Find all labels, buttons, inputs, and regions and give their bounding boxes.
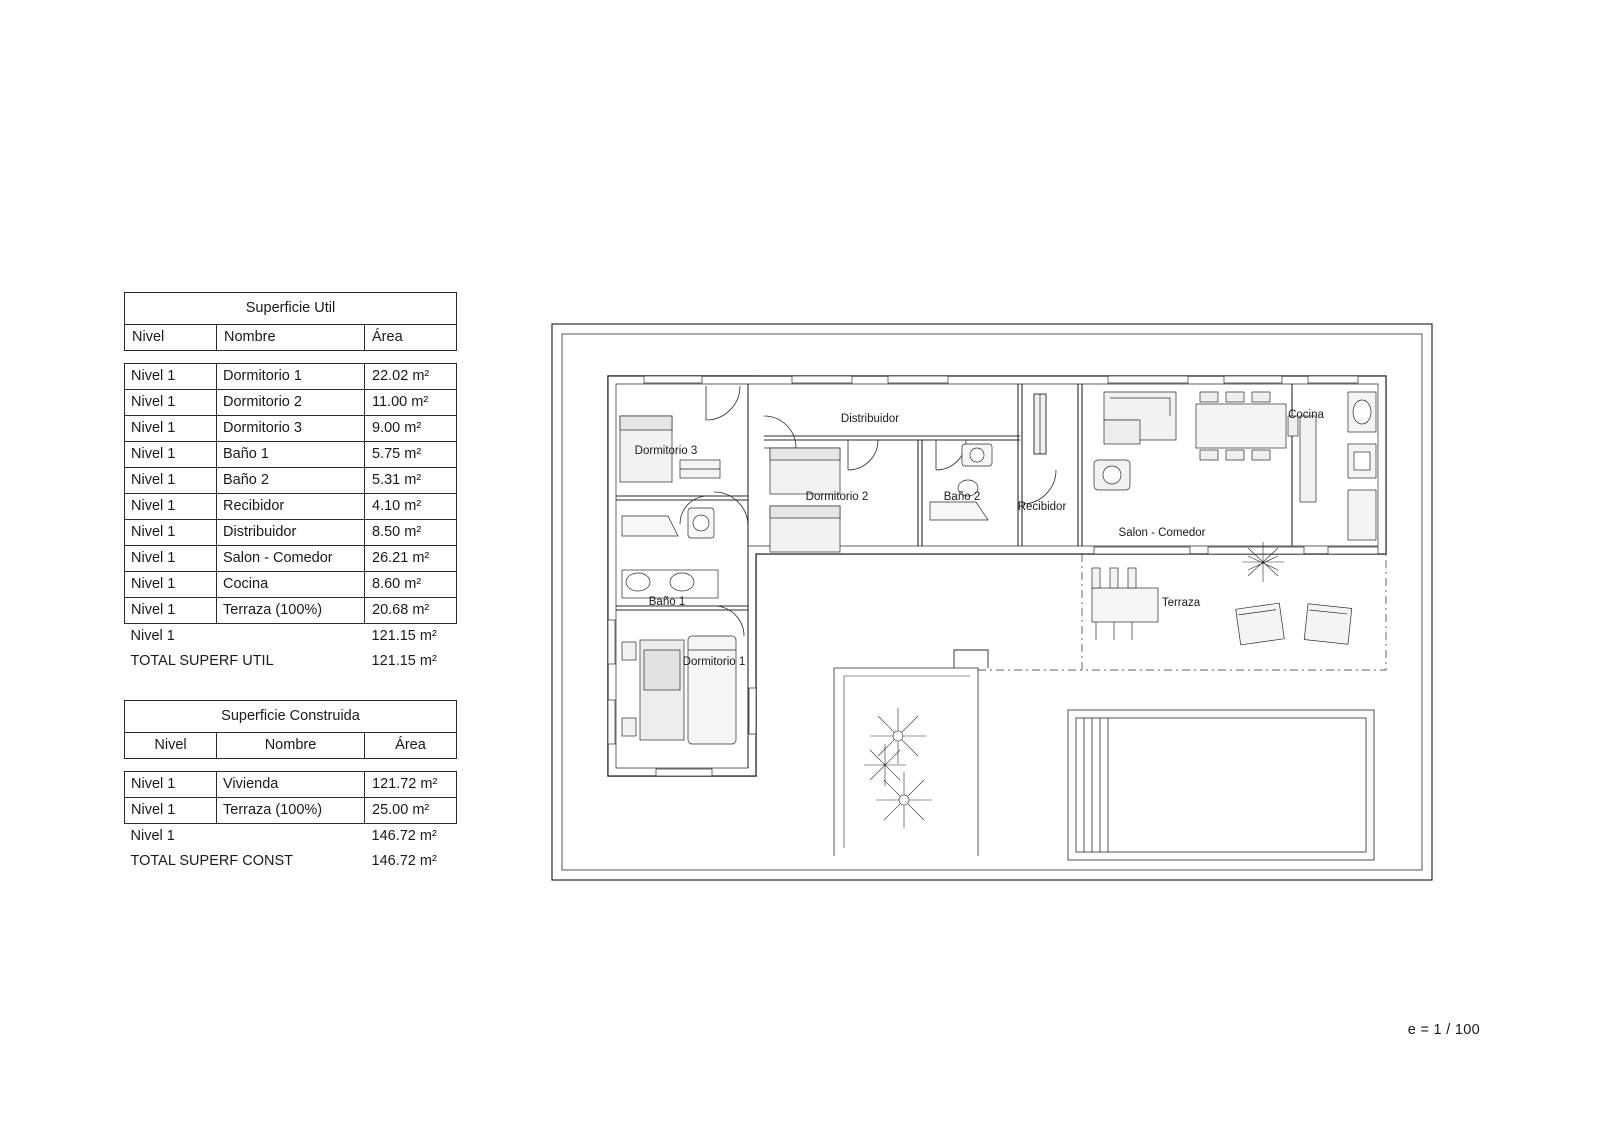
cell-nivel: Nivel 1 — [125, 364, 217, 390]
cell-area: 121.72 m² — [365, 772, 457, 798]
table-header-row — [125, 733, 457, 759]
room-label: Baño 2 — [943, 491, 981, 503]
cell-nombre: Dormitorio 3 — [217, 416, 365, 442]
total-row — [125, 849, 457, 874]
table-row — [125, 772, 457, 798]
cell-nombre: Cocina — [217, 572, 365, 598]
cell-nombre: Terraza (100%) — [217, 798, 365, 824]
column-header-nivel: Nivel — [125, 733, 217, 759]
pool — [1068, 710, 1374, 860]
scale-note: e = 1 / 100 — [1407, 1022, 1480, 1038]
table-row — [125, 572, 457, 598]
table-title-row — [125, 701, 457, 733]
subtotal-nivel: Nivel 1 — [125, 824, 217, 850]
cell-nivel: Nivel 1 — [125, 772, 217, 798]
room-label: Terraza — [1161, 597, 1201, 609]
room-label: Recibidor — [1017, 501, 1067, 513]
table-row — [125, 546, 457, 572]
cell-nivel: Nivel 1 — [125, 494, 217, 520]
cell-area: 5.75 m² — [365, 442, 457, 468]
floor-plan-drawing — [548, 320, 1448, 890]
cell-area: 9.00 m² — [365, 416, 457, 442]
cell-area: 25.00 m² — [365, 798, 457, 824]
cell-nivel: Nivel 1 — [125, 546, 217, 572]
cell-area: 22.02 m² — [365, 364, 457, 390]
room-label: Salon - Comedor — [1118, 527, 1206, 539]
cell-nivel: Nivel 1 — [125, 390, 217, 416]
table-spacer — [125, 351, 457, 364]
room-label: Cocina — [1288, 409, 1324, 421]
superficie-construida-table — [124, 700, 457, 874]
subtotal-row — [125, 624, 457, 650]
cell-nombre: Distribuidor — [217, 520, 365, 546]
cell-nivel: Nivel 1 — [125, 520, 217, 546]
total-label: TOTAL SUPERF UTIL — [125, 649, 365, 674]
superficie-util-table — [124, 292, 457, 674]
cell-area: 8.50 m² — [365, 520, 457, 546]
areas-table — [124, 292, 457, 674]
cell-area: 5.31 m² — [365, 468, 457, 494]
cell-nivel: Nivel 1 — [125, 598, 217, 624]
cell-nombre: Salon - Comedor — [217, 546, 365, 572]
garden-path-inner — [844, 676, 970, 848]
table-row — [125, 494, 457, 520]
cell-area: 4.10 m² — [365, 494, 457, 520]
cell-area: 26.21 m² — [365, 546, 457, 572]
cell-nivel: Nivel 1 — [125, 442, 217, 468]
column-header-nombre: Nombre — [217, 325, 365, 351]
subtotal-nivel: Nivel 1 — [125, 624, 217, 650]
cell-nombre: Vivienda — [217, 772, 365, 798]
subtotal-blank — [217, 824, 365, 850]
column-header-nombre: Nombre — [217, 733, 365, 759]
furniture-recibidor — [1034, 394, 1046, 454]
floor-plan — [548, 320, 1448, 890]
room-label: Baño 1 — [648, 596, 686, 608]
room-label: Dormitorio 3 — [634, 445, 698, 457]
garden-plants — [864, 708, 932, 828]
table-row — [125, 468, 457, 494]
table-title: Superficie Util — [125, 293, 457, 325]
cell-nombre: Dormitorio 2 — [217, 390, 365, 416]
cell-nivel: Nivel 1 — [125, 798, 217, 824]
cell-nivel: Nivel 1 — [125, 572, 217, 598]
total-label: TOTAL SUPERF CONST — [125, 849, 365, 874]
table-spacer — [125, 759, 457, 772]
room-label: Distribuidor — [840, 413, 900, 425]
room-label: Dormitorio 1 — [682, 656, 746, 668]
cell-nombre: Baño 1 — [217, 442, 365, 468]
total-row — [125, 649, 457, 674]
table-row — [125, 598, 457, 624]
total-area: 121.15 m² — [365, 649, 457, 674]
column-header-nivel: Nivel — [125, 325, 217, 351]
table-row — [125, 798, 457, 824]
cell-area: 11.00 m² — [365, 390, 457, 416]
subtotal-area: 146.72 m² — [365, 824, 457, 850]
cell-nombre: Baño 2 — [217, 468, 365, 494]
cell-nombre: Terraza (100%) — [217, 598, 365, 624]
cell-area: 20.68 m² — [365, 598, 457, 624]
table-title: Superficie Construida — [125, 701, 457, 733]
room-label: Dormitorio 2 — [805, 491, 869, 503]
column-header-area: Área — [365, 733, 457, 759]
cell-area: 8.60 m² — [365, 572, 457, 598]
cell-nombre: Recibidor — [217, 494, 365, 520]
table-header-row — [125, 325, 457, 351]
table-row — [125, 390, 457, 416]
table-title-row — [125, 293, 457, 325]
table-row — [125, 364, 457, 390]
table-row — [125, 442, 457, 468]
cell-nivel: Nivel 1 — [125, 416, 217, 442]
subtotal-blank — [217, 624, 365, 650]
cell-nombre: Dormitorio 1 — [217, 364, 365, 390]
cell-nivel: Nivel 1 — [125, 468, 217, 494]
table-row — [125, 520, 457, 546]
subtotal-row — [125, 824, 457, 850]
areas-table — [124, 700, 457, 874]
table-row — [125, 416, 457, 442]
garden-path — [834, 668, 978, 856]
column-header-area: Área — [365, 325, 457, 351]
total-area: 146.72 m² — [365, 849, 457, 874]
subtotal-area: 121.15 m² — [365, 624, 457, 650]
